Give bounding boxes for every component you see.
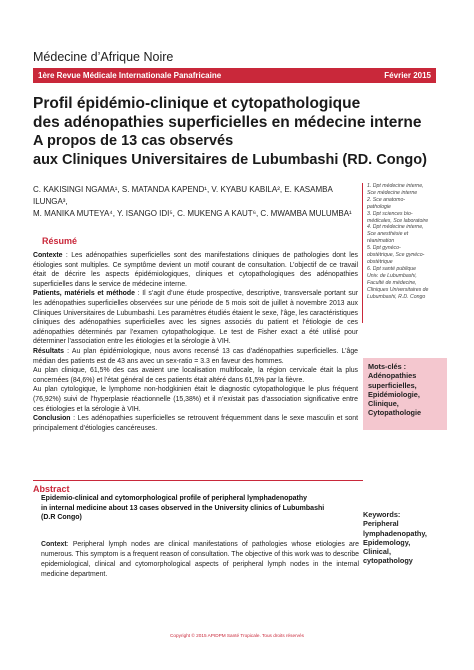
affiliation-line: 6. Dpt santé publique <box>367 265 417 272</box>
abstract-body <box>41 540 359 580</box>
paragraph-text: : Il s’agit d’une étude prospective, descriptive, transversale portant sur les adénopathies superficielles observées sur une période de 5 mois soit de juillet à novembre 2013 aux Cliniques Universitaires de Lubumbashi. Les paramètres étudiés étaient le sexe, l’âge, les caractéristiques cliniques des adénopathies superficielles avec les signes associés du patient et l’étiologie de ces adénopathies déterminés par l’examen cytopathologique. Le test de Fisher exact a été utilisé pour déterminer l’association entre les étiologies et la sérologie à VIH. <box>33 290 358 346</box>
banner-date: Février 2015 <box>384 71 431 80</box>
title-line: des adénopathies superficielles en médecine interne <box>33 114 422 131</box>
title-line: Profil épidémio-clinique et cytopathologique <box>33 95 361 112</box>
keywords-item: cytopathology <box>363 556 413 566</box>
subtitle-line: aux Cliniques Universitaires de Lubumbashi (RD. Congo) <box>33 152 427 168</box>
resume-body <box>33 251 358 433</box>
abstract-title-line: Epidemio-clinical and cytomorphological profile of peripheral lymphadenopathy <box>41 495 308 502</box>
keywords-item: Epidemology, <box>363 537 411 547</box>
affiliation-line: 3. Dpt sciences bio- <box>367 210 413 217</box>
article-title <box>33 94 443 132</box>
resume-context <box>33 251 358 289</box>
mots-cles-item: Epidémiologie, <box>368 389 420 399</box>
paragraph-text: : Les adénopathies superficielles sont des manifestations cliniques de pathologies dont les étiologies sont multiples. Ce symptôme devient un motif courant de consultation. L’objectif de ce travail était de décrire les aspects épidémiologiques, cliniques et cytopathologiques des adénopathies superficielles dans le service de médecine interne. <box>33 252 358 288</box>
resume-conclusion <box>33 414 358 433</box>
mots-cles-item: Clinique, <box>368 399 399 409</box>
subtitle-line: A propos de 13 cas observés <box>33 133 234 149</box>
affiliation-line: 1. Dpt médecine interne, <box>367 183 424 189</box>
affiliation-line: médicales, Sce laboratoire <box>367 217 429 224</box>
paragraph-text: : Peripheral lymph nodes are clinical manifestations of pathologies whose etiologies are numerous. This symptom is a frequent reason of consultation. The objective of this work was to describe epidemiological, clinical and cytomorphological aspects of peripheral lymph nodes in the internal medicine department. <box>41 541 359 578</box>
author-line: C. KAKISINGI NGAMA¹, S. MATANDA KAPEND¹, V. KYABU KABILA², E. KASAMBA ILUNGA³, <box>33 185 333 206</box>
mots-cles-item: superficielles, <box>368 380 417 390</box>
resume-results-cytology: Au plan cytologique, le lymphome non-hodgkinien était le diagnostic cytopathologique le plus fréquent (76,92%) suivi de l’hyperplasie réactionnelle (15,38%) et il n’existait pas d’association significative entre ces étiologies et la sérologie à VIH. <box>33 386 358 413</box>
copyright-footer: Copyright © 2015 APIDPM Santé Tropicale. Tous droits réservés <box>170 633 304 638</box>
journal-banner <box>33 68 436 83</box>
banner-tagline: 1ère Revue Médicale Internationale Panafricaine <box>38 71 222 80</box>
section-label: Patients, matériels et méthode <box>33 290 135 298</box>
resume-results <box>33 347 358 366</box>
paragraph-text: : Les adénopathies superficielles se retrouvent fréquemment dans le sexe masculin et sont principalement d’étiologies cancéreuses. <box>33 415 358 432</box>
affiliation-line: Faculté de médecine, <box>367 279 417 286</box>
keywords-item: lymphadenopathy, <box>363 528 427 538</box>
resume-heading: Résumé <box>42 236 78 246</box>
journal-name: Médecine d’Afrique Noire <box>33 50 174 64</box>
affiliation-line: 4. Dpt médecine interne, <box>367 224 424 231</box>
paragraph-text: : Au plan épidémiologique, nous avons recensé 13 cas d’adénopathies superficielles. L’âge médian des patients est de 43 ans avec un sex-ratio = 3.3 en faveur des hommes. <box>33 347 358 365</box>
mots-cles-item: Cytopathologie <box>368 408 422 418</box>
section-label: Résultats <box>33 347 65 355</box>
affiliation-line: Univ. de Lubumbashi, <box>367 272 417 279</box>
keywords-box <box>363 510 447 566</box>
affiliation-line: Lubumbashi, R.D. Congo <box>367 293 426 300</box>
mots-cles-item: Adénopathies <box>368 371 417 381</box>
affiliation-line: Sce anesthésie et <box>367 231 409 238</box>
affiliation-line: réanimation <box>367 238 395 245</box>
section-label: Context <box>41 541 67 548</box>
abstract-title-line: in internal medicine about 13 cases observed in the University clinics of Lubumbashi <box>41 504 325 512</box>
abstract-heading: Abstract <box>33 484 70 494</box>
abstract-title-line: (D.R Congo) <box>41 514 82 522</box>
affiliation-line: pathologie <box>367 203 391 210</box>
abstract-title <box>41 494 359 523</box>
keywords-label: Keywords: <box>363 510 401 519</box>
keywords-item: Clinical, <box>363 547 391 557</box>
section-divider <box>33 480 363 481</box>
mots-cles-box <box>363 358 447 430</box>
resume-methods <box>33 289 358 347</box>
affiliations <box>367 183 445 300</box>
resume-results-clinical: Au plan clinique, 61,5% des cas avaient une localisation multifocale, la région cervicale était la plus concernées (84,6%) et l’état général de ces patients était altéré dans 61,5% par la fièvre. <box>33 367 358 384</box>
affiliation-line: 5. Dpt gynéco- <box>367 245 401 252</box>
affiliation-divider <box>362 183 363 323</box>
affiliation-line: obstétrique <box>367 258 393 265</box>
affiliation-line: Sce médecine interne <box>367 189 418 196</box>
affiliation-line: Cliniques Universitaires de <box>367 286 429 293</box>
section-label: Contexte <box>33 252 63 259</box>
article-subtitle <box>33 132 443 170</box>
affiliation-line: obstétrique, Sce gynéco- <box>367 252 425 259</box>
affiliation-line: 2. Sce anatomo- <box>367 196 406 203</box>
section-label: Conclusion <box>33 415 71 423</box>
mots-cles-label: Mots-clés : <box>368 362 407 371</box>
keywords-item: Peripheral <box>363 519 399 529</box>
author-list <box>33 184 363 220</box>
author-line: M. MANIKA MUTEYA⁴, Y. ISANGO IDI⁵, C. MUKENG A KAUT⁶, C. MWAMBA MULUMBA¹ <box>33 209 352 218</box>
